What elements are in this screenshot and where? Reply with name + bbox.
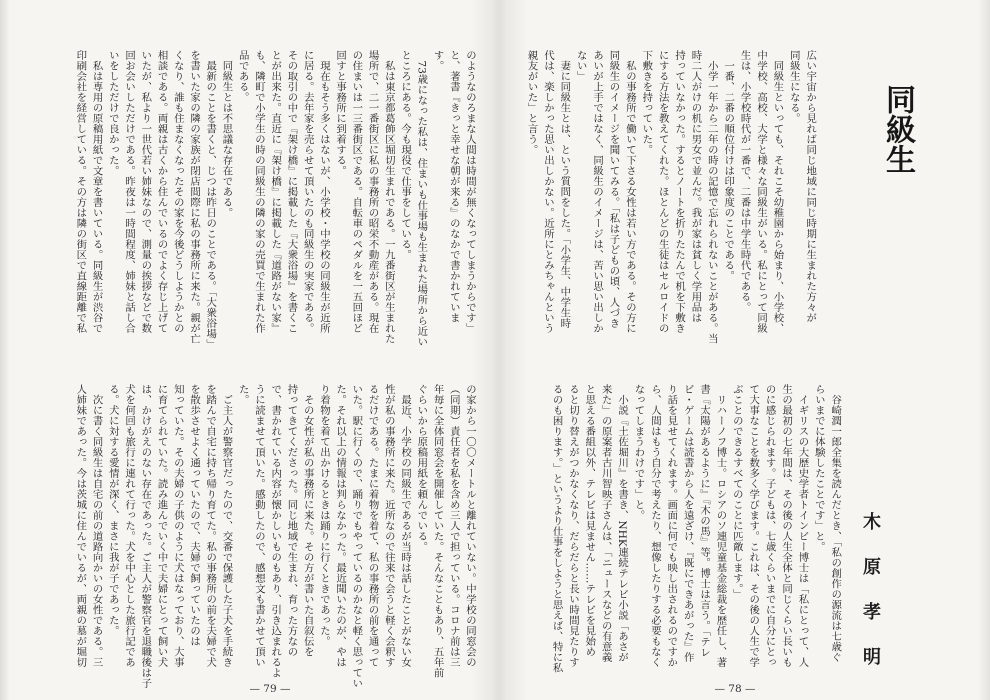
text-column: 73歳になった私は、住まいも仕事場も生まれた場所から近い (415, 50, 428, 347)
text-column: 現在もそう多くはないが、小学校・中学校の同級生が近所 (317, 50, 330, 334)
text-column: を書いた家の隣の家族が閉店間際に私の事務所に来た。親が亡 (188, 50, 201, 344)
text-column: ぐらいから原稿用紙を頼んでいる。 (415, 384, 428, 552)
text-column: 次に書く同級生は自宅の前の道路向かいの女性である。三 (90, 384, 103, 668)
text-column: 犬を何回も旅行に連れて行った。犬を中心とした旅行記であ (123, 384, 136, 668)
text-column: にする方法を教えてくれた。ほとんどの生徒はセルロイドの (656, 50, 669, 334)
text-column: いた。駅に行くので、踊りでもやっているのかなと軽く思ってい (350, 384, 363, 689)
page-number: — 79 — (249, 683, 291, 695)
text-column: 広い宇宙から見れば同じ地域に同じ時期に生まれた方々が (804, 50, 817, 323)
text-column: 持っていなかった。するとノートを折りたたんで机を下敷き (673, 50, 686, 334)
text-column: 私の事務所で働いて下さる女性は若い方である。その方に (623, 50, 636, 334)
text-column: 小説『土佐堀川』を書き、NHK連続テレビ小説「あさが (616, 384, 629, 663)
text-column: ると切り替えがつかなくなり、だらだらと長い時間見たりす (566, 384, 579, 668)
text-column: 私は専用の原稿用紙で文章を書いている。同級生が渋谷で (90, 50, 103, 334)
text-column: 代は、楽しかった思い出しかない。近所にとみちゃんという (541, 50, 554, 334)
text-column: ご主人が警察官だったので、交番で保護した子犬を手続き (220, 384, 233, 668)
lower-text-tier (72, 384, 478, 694)
text-column: に育てられていた。読み進んでいく中で夫婦にとって飼い犬 (155, 384, 168, 668)
text-column: は、かけがえのない存在であった。ご主人が警察官を退職後は子 (139, 384, 152, 689)
text-column: 小学一年から二年の時の記憶で忘れられないことがある。当 (705, 50, 718, 344)
text-column: 知っていた。その夫婦の子供のように犬はなっており、大事 (171, 384, 184, 668)
right-page (498, 0, 990, 700)
text-column: 親友がいた」と言う。 (525, 50, 538, 155)
text-column: ところにある。今も現役で仕事をしている。 (399, 50, 412, 260)
chapter-title: 同級生 (880, 84, 915, 174)
text-column: 谷崎潤一郎全集を読んだとき、「私の創作の源流は七歳ぐ (829, 384, 842, 663)
text-column: 同級生といっても、それこそ幼稚園から始まり、小学校、 (771, 50, 784, 334)
text-column: 人姉妹であった。今は茨城に住んでいるが、両親の墓が堀切 (74, 384, 87, 668)
text-column: ら、人間はもう自分で考えたり、想像したりする必要もなく (648, 384, 661, 668)
text-column: と、著書『きっと幸せな朝が来る』のなかで書かれていま (447, 50, 460, 323)
text-column: リハーノフ博士。ロシアのソ連児童基金総裁を歴任し、著 (714, 384, 727, 668)
text-column: を散歩させよく通っていたので、夫婦で飼っていたのは (188, 384, 201, 647)
text-column: あいが上手ではなく、同級生のイメージは、苦い思い出しか (591, 50, 604, 334)
text-column: を踏んで自宅に持ち帰り育てた。私の事務所の前を夫婦で犬 (204, 384, 217, 668)
text-column: り着物を着て出かけるときは踊りに行くときであった。 (317, 384, 330, 647)
text-column: 中学校、高校、大学と様々な同級生がいる。私にとって同級 (755, 50, 768, 334)
text-column: 同級生のイメージを聞いてみる。「私は子どもの頃、人づき (607, 50, 620, 329)
text-column: 場所で、二一番街区に私の事務所の昭栄不動産がある。現在 (366, 50, 379, 334)
text-column: その女性が私の事務所に来た。その方が書いた自叙伝を (301, 384, 314, 657)
text-column: る。犬に対する愛情が深く、まさに我が子であった。 (106, 384, 119, 636)
text-column: なってしまうわけです」と。 (632, 384, 645, 521)
text-column: す。 (431, 50, 444, 71)
text-column: て大事なことを数多く学びます。これは、その後の人生で学 (747, 384, 760, 668)
text-column: るだけである。たまに着物を着て、私の事務所の前を通って (366, 384, 379, 668)
text-column: 下敷きを持っていた。 (640, 50, 653, 155)
text-column: るのも困ります。」というより仕事をしようと思えば、特に私 (550, 384, 563, 673)
text-column: ない」 (574, 50, 587, 82)
text-column: た。それ以上の情報は判らなかった。最近聞いたのが、やは (334, 384, 347, 668)
text-column: らいまでに体験したことです」と。 (812, 384, 825, 552)
text-column: 来た」の原案者古川智映子さんは、「ニュースなどの有意義 (599, 384, 612, 663)
text-column: イギリスの大歴史学者トインビー博士は「私にとって、人 (796, 384, 809, 668)
text-column: も、隣町で小学生の時の同級生の隣の家の売買で生まれた作 (252, 50, 265, 334)
text-column: 品である。 (236, 50, 249, 103)
text-column: 一番、二番の順位付けは印象度のことである。 (722, 50, 735, 281)
text-column: 性が私の事務所に来た。近所なので往来で会うと軽く会釈す (382, 384, 395, 668)
text-column: （同期）責任者を私を含め三人で担っている。コロナ前は三 (447, 384, 460, 668)
text-column: 回お会いしただけである。昨夜は一時間程度、姉妹と話し合 (123, 50, 136, 334)
text-column: その取引の中で『架け橋』に掲載した『大衆浴場』を書くこ (285, 50, 298, 334)
text-column: 同級生とは不思議な存在である。 (220, 50, 233, 218)
text-column: の住まいは一三番街区である。自転車のペダルを一五回ほど (350, 50, 363, 334)
text-column: のようなのろまな人間は時間が無くなってしまうからです」 (464, 50, 476, 334)
text-column: 印刷会社を経営している。その方は隣の街区で直線距離で私 (74, 50, 87, 334)
text-column: 回すと事務所に到着する。 (334, 50, 347, 176)
text-column: ビ・ゲームは読書から人を遠ざけ、『既にできあがった』作 (681, 384, 694, 663)
author-name: 木原孝明 (860, 512, 881, 692)
text-column: 私は東京都葛飾区堀切生まれである。一九番街区が生まれた (382, 50, 395, 344)
text-column: で、書かれている内容が懐かしいものもあり、引き込まれるよ (269, 384, 282, 678)
text-column: いたが、私より一世代若い姉妹なので、測量の挨拶などで数 (139, 50, 152, 334)
page-number: — 78 — (714, 683, 756, 695)
text-column: いをしただけで良かった。 (106, 50, 119, 176)
text-column: に居る。去年家を売らせて頂いたのも同級生の実家である。 (301, 50, 314, 334)
text-column: のに感じられます。子どもは、七歳くらいまでに自分にとっ (763, 384, 776, 668)
text-column: と思える番組以外、テレビは見ません……テレビを見始め (583, 384, 596, 657)
text-column: 同級生になる。 (787, 50, 800, 124)
text-column: り話を見せてくれます。画面に何でも映し出されるのですか (665, 384, 678, 668)
text-column: 生の最初の七年間は、その後の人生全体と同じくらい長いも (780, 384, 793, 668)
text-column: 妻に同級生とは、という質問をした。「小学生、中学生時 (558, 50, 571, 329)
text-column: 相談である。両親は古くから住んでいるのでよく存じ上げて (155, 50, 168, 334)
text-column: とが出来た。直近に『架け橋』に掲載した『道路がない家』 (269, 50, 282, 334)
text-column: の家から一〇〇メートルと離れていない。中学校の同窓会の (464, 384, 476, 668)
text-column: た。 (236, 384, 249, 405)
text-column: ぶことのできるすべてのことに匹敵します。」 (730, 384, 743, 600)
text-column: 最近、小学校の同級生であるが当時は話したことがない女 (399, 384, 412, 668)
text-column: うに読ませて頂いた。感動したので、感想文も書かせて頂い (252, 384, 265, 668)
text-column: くなり、誰も住まなくなったその家を今後どうしようかとの (171, 50, 184, 334)
text-column: 生は、小学校時代が一番で、二番は中学生時代である。 (738, 50, 751, 313)
text-column: 書『太陽があるように』『木の馬』等。博士は言う。「テレ (698, 384, 711, 658)
text-column: 持ってきてくださった。同じ地域で生まれ、育った方なの (285, 384, 298, 657)
upper-text-tier (72, 50, 478, 360)
text-column: 時二人がけの机に男女で並んだ。我が家は貧しく学用品は (689, 50, 702, 323)
upper-text-tier (523, 50, 818, 360)
text-column: 最新のことを書くと、じつは昨日のことである。「大衆浴場」 (204, 50, 217, 350)
text-column: 年毎に全体同窓会を開催していた。そんなこともあり、五年前 (431, 384, 444, 678)
lower-text-tier (548, 384, 843, 694)
